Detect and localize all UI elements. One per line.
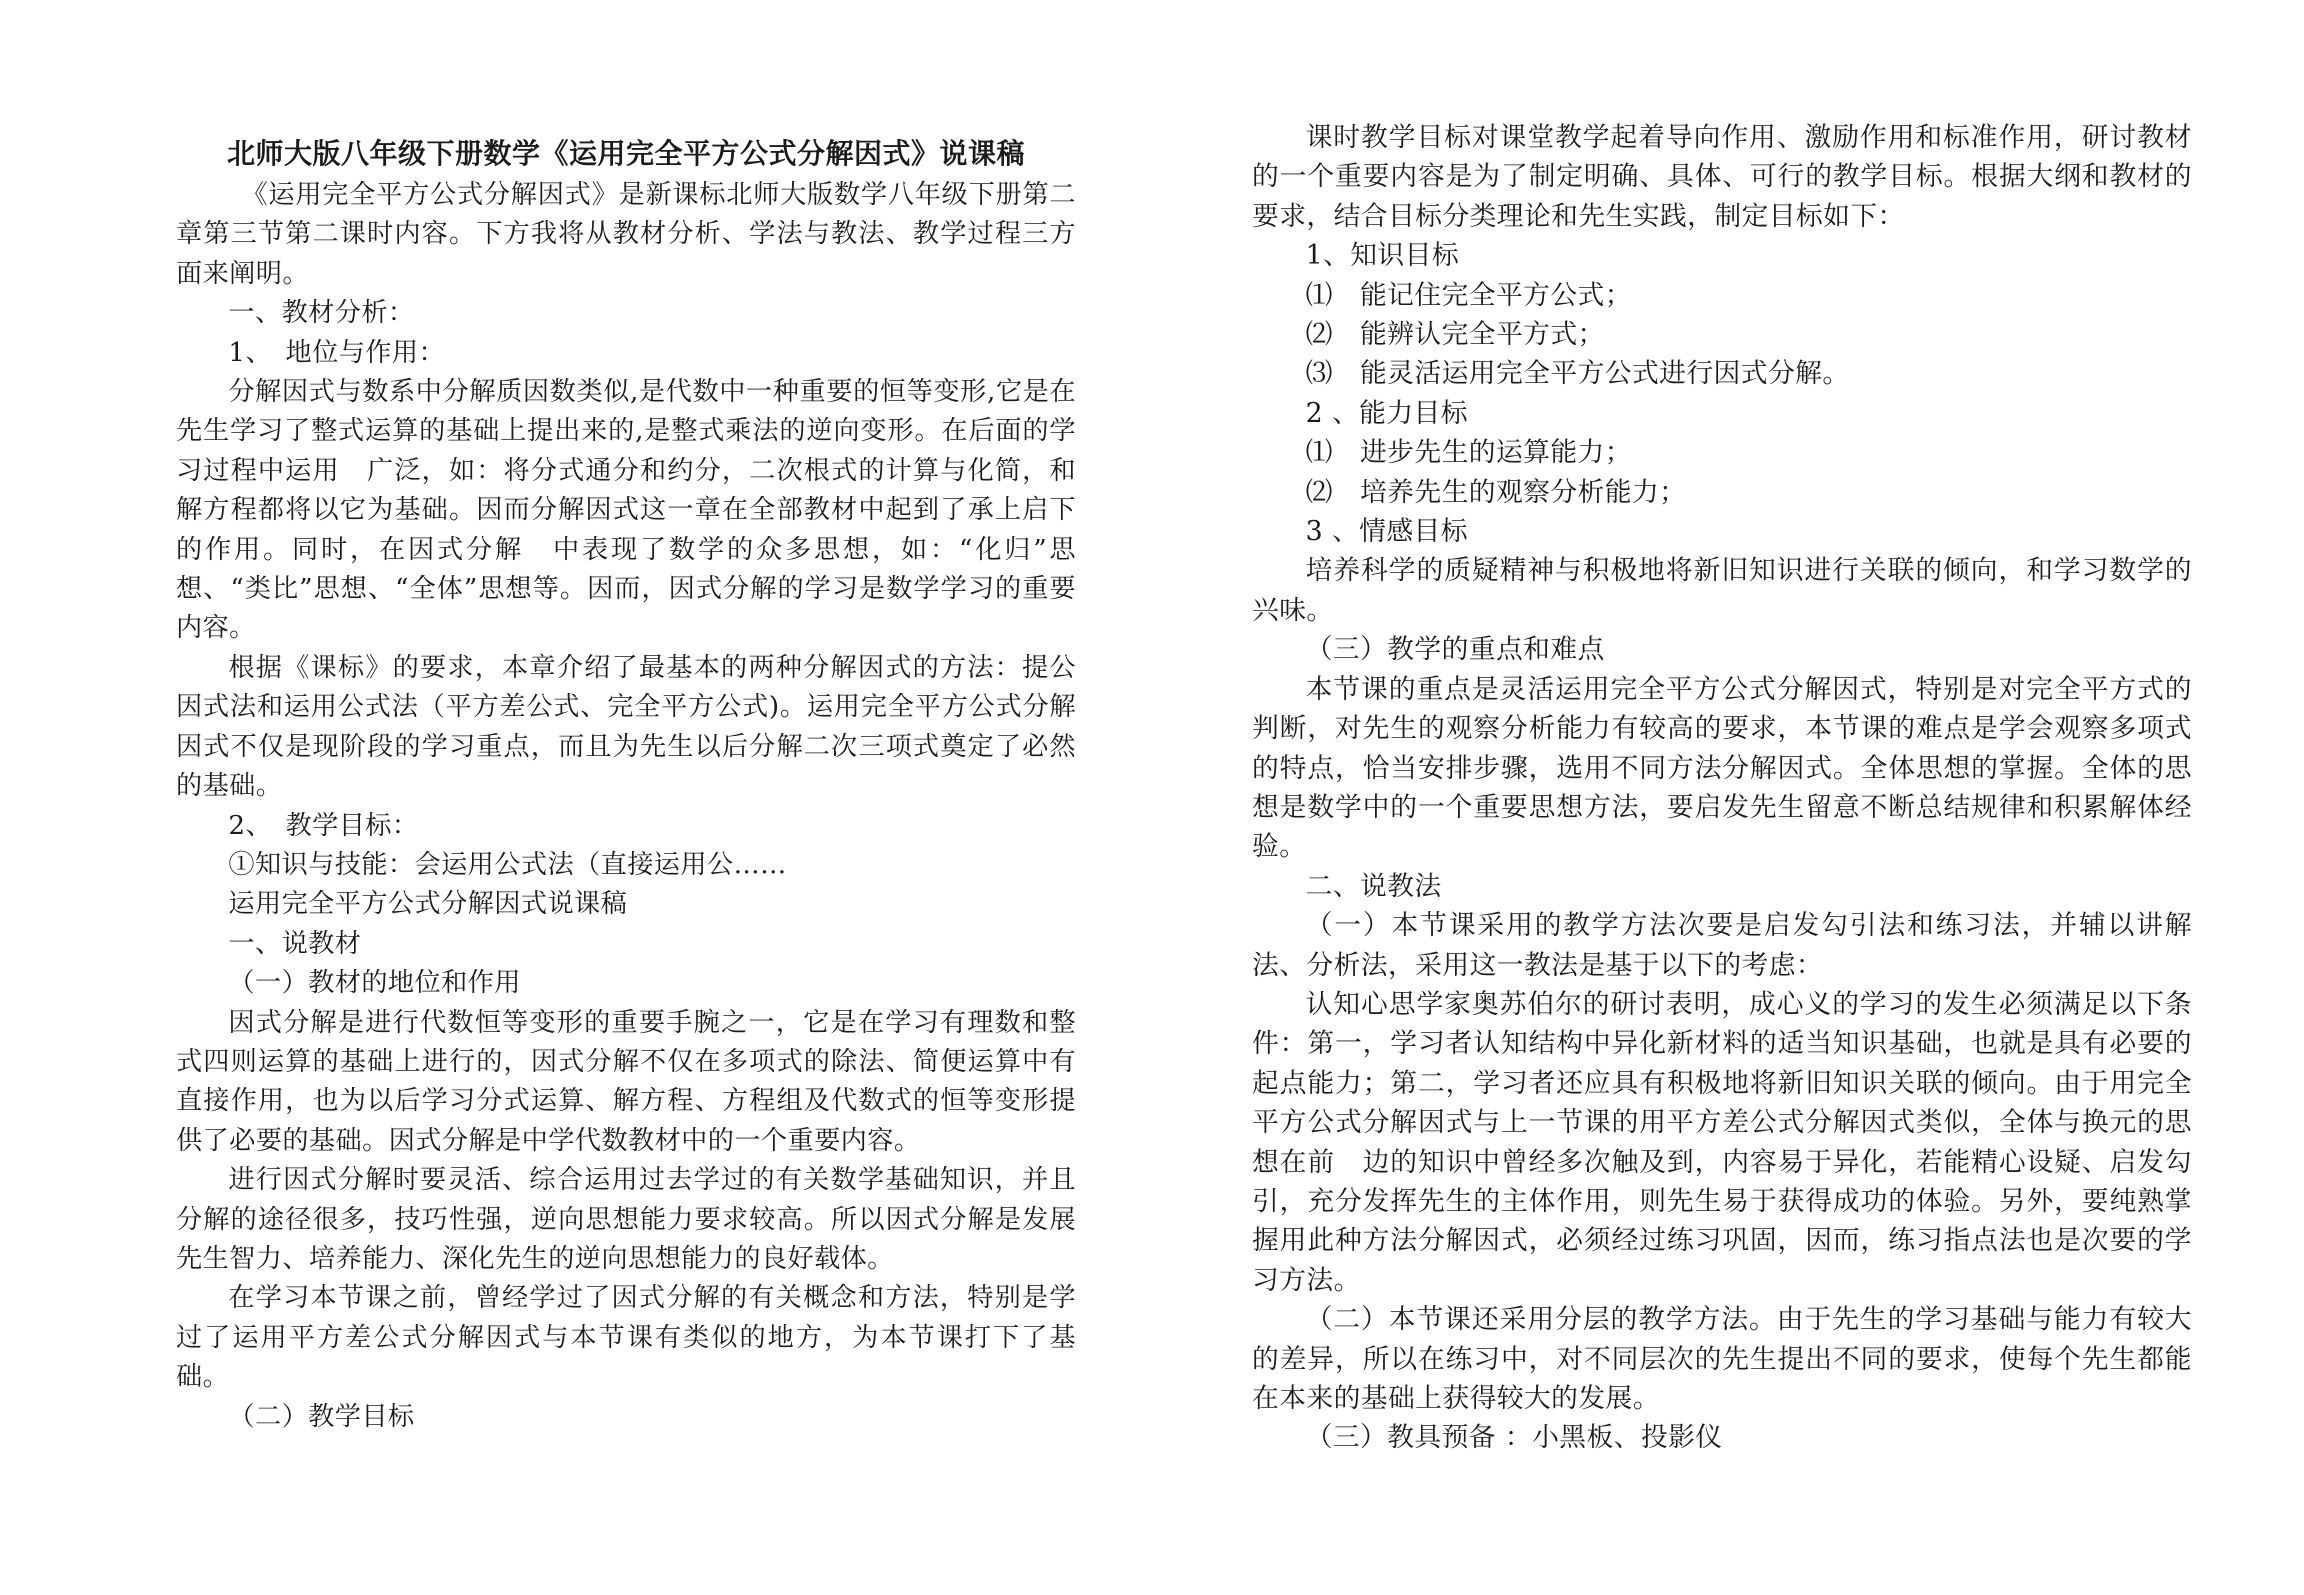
body-paragraph: 培养科学的质疑精神与积极地将新旧知识进行关联的倾向，和学习数学的兴味。 xyxy=(1252,555,2192,626)
body-paragraph: 进行因式分解时要灵活、综合运用过去学过的有关数学基础知识，并且分解的途径很多，技巧性强，逆向思想能力要求较高。所以因式分解是发展先生智力、培养能力、深化先生的逆向思想能力的良好载体。 xyxy=(176,1165,1076,1274)
section-heading: 二、说教法 xyxy=(1305,870,1442,902)
subsection-heading: 3 、情感目标 xyxy=(1305,516,1468,548)
intro-paragraph: 《运用完全平方公式分解因式》是新课标北师大版数学八年级下册第二章第三节第二课时内容。下方我将从教材分析、学法与教法、教学过程三方面来阐明。 xyxy=(176,180,1076,289)
list-item: ⑴ 进步先生的运算能力； xyxy=(1305,437,1632,469)
subsection-heading: （三）教学的重点和难点 xyxy=(1305,634,1605,666)
left-column xyxy=(176,0,1076,1437)
right-column xyxy=(1252,0,2192,1458)
body-paragraph: ①知识与技能：会运用公式法（直接运用公…… xyxy=(228,849,787,880)
subsection-heading: 2 、能力目标 xyxy=(1305,397,1468,429)
list-item: ⑶ 能灵活运用完全平方公式进行因式分解。 xyxy=(1305,358,1850,390)
body-paragraph: 根据《课标》的要求，本章介绍了最基本的两种分解因式的方法：提公因式法和运用公式法（平方差公式、完全平方公式)。运用完全平方公式分解因式不仅是现阶段的学习重点，而且为先生以后分解二次三项式奠定了必然的基础。 xyxy=(176,652,1076,802)
section-heading: 运用完全平方公式分解因式说课稿 xyxy=(228,889,628,920)
subsection-heading: 2、 教学目标： xyxy=(228,810,419,841)
section-heading: 一、教材分析： xyxy=(228,298,415,329)
list-item: ⑵ 培养先生的观察分析能力； xyxy=(1305,476,1687,508)
subsection-heading: （一）教材的地位和作用 xyxy=(228,968,521,999)
subsection-heading: 1、 地位与作用： xyxy=(228,337,446,368)
subsection-heading: 1、知识目标 xyxy=(1305,240,1460,272)
body-paragraph: （二）本节课还采用分层的教学方法。由于先生的学习基础与能力有较大的差异，所以在练习中，对不同层次的先生提出不同的要求，使每个先生都能在本来的基础上获得较大的发展。 xyxy=(1252,1304,2192,1414)
body-paragraph: 认知心思学家奥苏伯尔的研讨表明，成心义的学习的发生必须满足以下条件：第一，学习者认知结构中异化新材料的适当知识基础，也就是具有必要的起点能力；第二，学习者还应具有积极地将新旧知识关联的倾向。由于用完全平方公式分解因式与上一节课的用平方差公式分解因式类似，全体与换元的思想在前 边的知识中曾经多次触及到，内容易于异化，若能精心设疑、启发勾引，充分发挥先生的主体作用，则先生易于获得成功的体验。另外，要纯熟掌握用此种方法分解因式，必须经过练习巩固，因而，练习指点法也是次要的学习方法。 xyxy=(1252,988,2192,1296)
subsection-heading: （二）教学目标 xyxy=(228,1401,415,1432)
body-paragraph: 因式分解是进行代数恒等变形的重要手腕之一，它是在学习有理数和整式四则运算的基础上进行的，因式分解不仅在多项式的除法、简便运算中有直接作用，也为以后学习分式运算、解方程、方程组及代数式的恒等变形提供了必要的基础。因式分解是中学代数教材中的一个重要内容。 xyxy=(176,1007,1076,1156)
body-paragraph: （三）教具预备 ：小黑板、投影仪 xyxy=(1305,1422,1723,1454)
list-item: ⑴ 能记住完全平方公式； xyxy=(1305,279,1632,311)
list-item: ⑵ 能辨认完全平方式； xyxy=(1305,319,1605,351)
body-paragraph: （一）本节课采用的教学方法次要是启发勾引法和练习法，并辅以讲解法、分析法，采用这一教法是基于以下的考虑： xyxy=(1252,910,2192,981)
document-title: 北师大版八年级下册数学《运用完全平方公式分解因式》说课稿 xyxy=(226,137,1025,170)
body-paragraph: 分解因式与数系中分解质因数类似,是代数中一种重要的恒等变形,它是在先生学习了整式运算的基础上提出来的,是整式乘法的逆向变形。在后面的学习过程中运用 广泛，如：将分式通分和约分，二次根式的计算与化简，和解方程都将以它为基础。因而分解因式这一章在全部教材中起到了承上启下的作用。同时，在因式分解 中表现了数学的众多思想，如：“化归”思想、“类比”思想、“全体”思想等。因而，因式分解的学习是数学学习的重要内容。 xyxy=(176,377,1076,644)
body-paragraph: 课时教学目标对课堂教学起着导向作用、激励作用和标准作用，研讨教材的一个重要内容是为了制定明确、具体、可行的教学目标。根据大纲和教材的要求，结合目标分类理论和先生实践，制定目标如下： xyxy=(1252,122,2192,232)
body-paragraph: 在学习本节课之前，曾经学过了因式分解的有关概念和方法，特别是学过了运用平方差公式分解因式与本节课有类似的地方，为本节课打下了基础。 xyxy=(176,1283,1076,1393)
body-paragraph: 本节课的重点是灵活运用完全平方公式分解因式，特别是对完全平方式的判断，对先生的观察分析能力有较高的要求，本节课的难点是学会观察多项式的特点，恰当安排步骤，选用不同方法分解因式。全体思想的掌握。全体的思想是数学中的一个重要思想方法，要启发先生留意不断总结规律和积累解体经验。 xyxy=(1252,673,2192,863)
section-heading: 一、说教材 xyxy=(228,928,362,959)
